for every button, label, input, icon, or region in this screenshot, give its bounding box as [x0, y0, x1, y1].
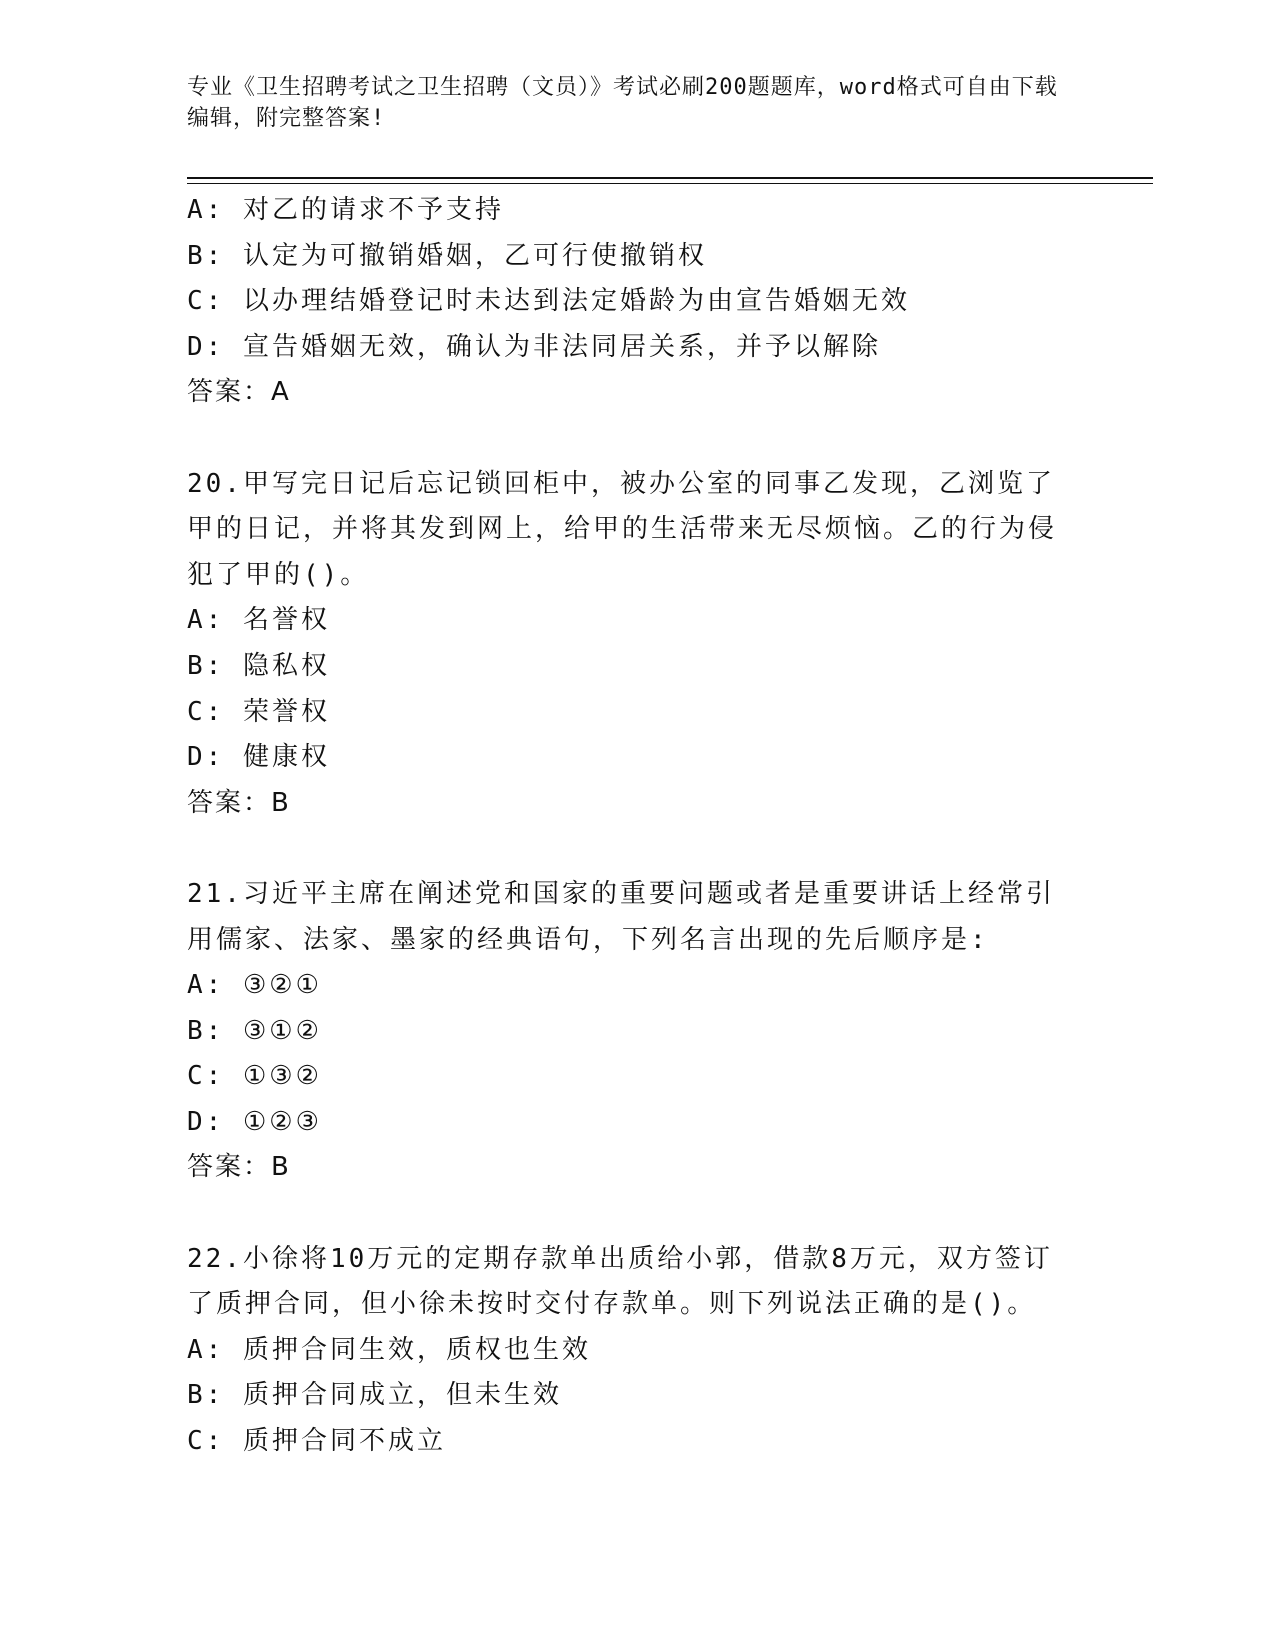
question-stem: 22.小徐将10万元的定期存款单出质给小郭，借款8万元，双方签订了质押合同，但小徐未按时交付存款单。则下列说法正确的是()。	[187, 1243, 1053, 1320]
option-d: D: ①②③	[187, 1106, 322, 1137]
option-c: C: 以办理结婚登记时未达到法定婚龄为由宣告婚姻无效	[187, 286, 910, 317]
option-a: A: ③②①	[187, 970, 322, 1001]
option-d: D: 健康权	[187, 742, 330, 773]
spacer	[187, 416, 1087, 462]
answer: 答案：B	[187, 1152, 291, 1183]
option-c: C: 荣誉权	[187, 696, 330, 727]
spacer	[187, 1191, 1087, 1237]
answer: 答案：A	[187, 377, 291, 408]
question-20	[187, 462, 1087, 827]
option-d: D: 宣告婚姻无效，确认为非法同居关系，并予以解除	[187, 331, 881, 362]
question-21	[187, 872, 1087, 1191]
option-b: B: 质押合同成立，但未生效	[187, 1380, 562, 1411]
question-stem: 21.习近平主席在阐述党和国家的重要问题或者是重要讲话上经常引用儒家、法家、墨家的经典语句，下列名言出现的先后顺序是:	[187, 878, 1055, 955]
answer: 答案：B	[187, 787, 291, 818]
option-c: C: ①③②	[187, 1061, 322, 1092]
header-divider-thin	[187, 183, 1153, 184]
spacer	[187, 826, 1087, 872]
question-list	[187, 188, 1087, 1465]
question-22	[187, 1237, 1087, 1465]
question-stem: 20.甲写完日记后忘记锁回柜中，被办公室的同事乙发现，乙浏览了甲的日记，并将其发到网上，给甲的生活带来无尽烦恼。乙的行为侵犯了甲的()。	[187, 468, 1058, 590]
option-a: A: 名誉权	[187, 605, 330, 636]
page-header: 专业《卫生招聘考试之卫生招聘（文员）》考试必刷200题题库，word格式可自由下载编辑，附完整答案!	[187, 75, 1058, 131]
option-b: B: 认定为可撤销婚姻，乙可行使撤销权	[187, 240, 707, 271]
option-b: B: 隐私权	[187, 650, 330, 681]
question-19	[187, 188, 1087, 416]
option-a: A: 质押合同生效，质权也生效	[187, 1334, 591, 1365]
option-b: B: ③①②	[187, 1015, 322, 1046]
option-c: C: 质押合同不成立	[187, 1426, 446, 1457]
option-a: A: 对乙的请求不予支持	[187, 195, 504, 225]
header-divider-thick	[187, 177, 1153, 179]
